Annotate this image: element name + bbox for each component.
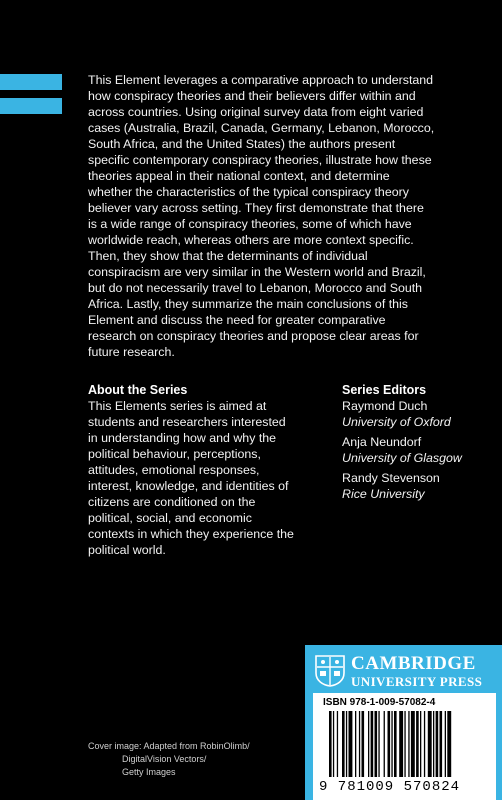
cambridge-crest-icon — [315, 655, 345, 687]
publisher-subname: UNIVERSITY PRESS — [351, 674, 483, 689]
editor-institution: Rice University — [342, 487, 425, 501]
editor-name: Raymond Duch — [342, 399, 428, 413]
barcode-panel — [313, 693, 496, 800]
about-series-section — [88, 382, 298, 558]
publisher-block — [305, 645, 502, 800]
cover-image-credit — [88, 740, 288, 779]
editor-entry — [342, 434, 482, 466]
about-series-text: This Elements series is aimed at students and researchers interested in understanding how and why the political behaviour, perceptions, attitudes, emotional responses, interest, knowledge, and identities of citizens are conditioned on the political, social, and economic contexts in which they experience the political world. — [88, 399, 294, 557]
isbn-text: ISBN 978-1-009-57082-4 — [323, 697, 436, 708]
editor-institution: University of Oxford — [342, 415, 451, 429]
accent-bar-top — [0, 74, 62, 90]
cover-credit-line: DigitalVision Vectors/ — [122, 754, 207, 764]
publisher-name: CAMBRIDGE — [351, 653, 476, 674]
editor-institution: University of Glasgow — [342, 451, 462, 465]
editor-entry — [342, 398, 482, 430]
accent-bar-bottom — [0, 98, 62, 114]
editor-name: Randy Stevenson — [342, 471, 440, 485]
book-blurb: This Element leverages a comparative approach to understand how conspiracy theories and their believers differ within and across countries. Using original survey data from eight varied cases (Australia, Brazil, Canada, Germany, Lebanon, Morocco, South Africa, and the United States) the authors present specific contemporary conspiracy theories, illustrate how these theories appeal in their national context, and determine whether the characteristics of the typical conspiracy theory believer vary across setting. They first demonstrate that there is a wide range of conspiracy theories, some of which have worldwide reach, whereas others are more context specific. Then, they show that the determinants of individual conspiracism are very similar in the Western world and Brazil, but do not necessarily travel to Lebanon, Morocco and South Africa. Lastly, they summarize the main conclusions of this Element and discuss the need for greater comparative research on conspiracy theories and propose clear areas for future research. — [88, 73, 435, 359]
cover-credit-line: Getty Images — [122, 767, 176, 777]
editor-name: Anja Neundorf — [342, 435, 422, 449]
series-editors-section — [342, 382, 482, 506]
editor-entry — [342, 470, 482, 502]
barcode-digits: 9 781009 570824 — [319, 779, 461, 795]
about-series-heading: About the Series — [88, 383, 188, 397]
barcode-icon — [329, 711, 489, 777]
cover-credit-line: Cover image: Adapted from RobinOlimb/ — [88, 741, 250, 751]
series-editors-heading: Series Editors — [342, 383, 427, 397]
